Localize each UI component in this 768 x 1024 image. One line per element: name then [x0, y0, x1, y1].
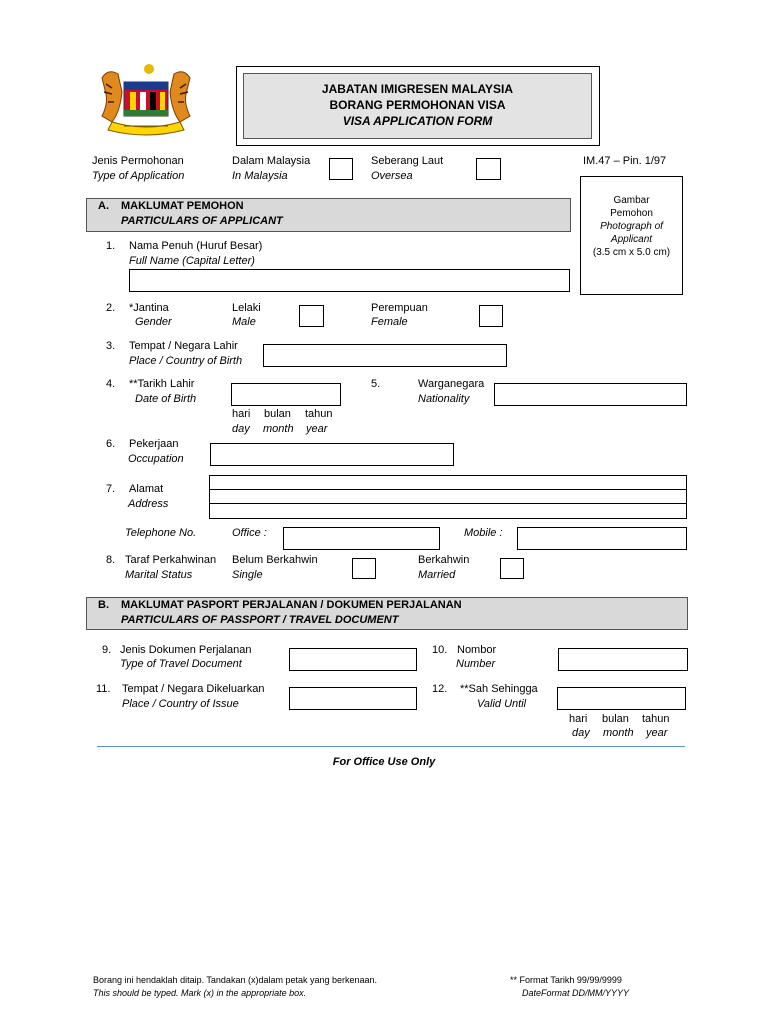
occupation-label: Pekerjaan: [129, 438, 179, 450]
married-label: Berkahwin: [418, 554, 470, 566]
single-label-en: Single: [232, 569, 263, 581]
telephone-label: Telephone No.: [125, 527, 197, 539]
dob-hint-year-en: year: [306, 423, 328, 435]
dob-hint-day-en: day: [232, 423, 250, 435]
section-b-letter: B.: [98, 599, 109, 611]
in-malaysia-label: Dalam Malaysia: [232, 155, 311, 167]
issue-place-input[interactable]: [289, 687, 417, 710]
female-label-en: Female: [371, 316, 408, 328]
q3-number: 3.: [106, 340, 116, 352]
section-b-title: MAKLUMAT PASPORT PERJALANAN / DOKUMEN PERJALANAN: [121, 599, 462, 611]
valid-until-label: **Sah Sehingga: [460, 683, 538, 695]
nationality-label-en: Nationality: [418, 393, 470, 405]
full-name-label-en: Full Name (Capital Letter): [129, 255, 255, 267]
q8-number: 8.: [106, 554, 116, 566]
valid-until-label-en: Valid Until: [477, 698, 527, 710]
doc-number-label: Nombor: [457, 644, 497, 656]
travel-doc-type-label-en: Type of Travel Document: [120, 658, 242, 670]
male-checkbox[interactable]: [299, 305, 324, 327]
form-code: IM.47 – Pin. 1/97: [583, 155, 667, 167]
q12-number: 12.: [432, 683, 448, 695]
address-label: Alamat: [129, 483, 164, 495]
male-label-en: Male: [232, 316, 256, 328]
dob-hint-day: hari: [232, 408, 251, 420]
q6-number: 6.: [106, 438, 116, 450]
valid-hint-year-en: year: [646, 727, 668, 739]
full-name-label: Nama Penuh (Huruf Besar): [129, 240, 263, 252]
birthplace-label-en: Place / Country of Birth: [129, 355, 243, 367]
nationality-label: Warganegara: [418, 378, 485, 390]
footer-note: Borang ini hendaklah ditaip. Tandakan (x)dalam petak yang berkenaan.: [93, 975, 378, 985]
issue-place-label-en: Place / Country of Issue: [122, 698, 239, 710]
photo-label-4: Applicant: [610, 234, 653, 245]
travel-doc-type-label: Jenis Dokumen Perjalanan: [120, 644, 252, 656]
section-b-title-en: PARTICULARS OF PASSPORT / TRAVEL DOCUMENT: [121, 614, 399, 626]
mobile-phone-input[interactable]: [517, 527, 687, 550]
mobile-phone-label: Mobile :: [464, 527, 503, 539]
address-label-en: Address: [128, 498, 169, 510]
issue-place-label: Tempat / Negara Dikeluarkan: [122, 683, 265, 695]
address-line-3[interactable]: [209, 503, 687, 519]
coat-of-arms-logo: [94, 60, 198, 138]
section-a-letter: A.: [98, 200, 109, 212]
application-type-label: Jenis Permohonan: [92, 155, 184, 167]
q9-number: 9.: [102, 644, 112, 656]
single-label: Belum Berkahwin: [232, 554, 318, 566]
section-a-title: MAKLUMAT PEMOHON: [121, 200, 244, 212]
address-line-1[interactable]: [209, 475, 687, 490]
married-label-en: Married: [418, 569, 456, 581]
q7-number: 7.: [106, 483, 116, 495]
office-phone-input[interactable]: [283, 527, 440, 550]
photo-label-3: Photograph of: [600, 221, 663, 232]
doc-number-label-en: Number: [456, 658, 496, 670]
travel-doc-type-input[interactable]: [289, 648, 417, 671]
valid-hint-day: hari: [569, 713, 588, 725]
occupation-label-en: Occupation: [128, 453, 184, 465]
application-type-label-en: Type of Application: [92, 170, 185, 182]
q2-number: 2.: [106, 302, 116, 314]
marital-label: Taraf Perkahwinan: [125, 554, 217, 566]
valid-hint-month-en: month: [603, 727, 634, 739]
female-label: Perempuan: [371, 302, 428, 314]
oversea-label-en: Oversea: [371, 170, 413, 182]
photo-box[interactable]: [580, 176, 683, 295]
valid-hint-day-en: day: [572, 727, 590, 739]
single-checkbox[interactable]: [352, 558, 376, 579]
address-line-2[interactable]: [209, 489, 687, 504]
dob-label: **Tarikh Lahir: [129, 378, 195, 390]
date-format-note-en: DateFormat DD/MM/YYYY: [522, 988, 630, 998]
female-checkbox[interactable]: [479, 305, 503, 327]
birthplace-input[interactable]: [263, 344, 507, 367]
valid-hint-year: tahun: [642, 713, 670, 725]
title-panel: [243, 73, 592, 139]
oversea-checkbox[interactable]: [476, 158, 501, 180]
q4-number: 4.: [106, 378, 116, 390]
dob-hint-month: bulan: [264, 408, 291, 420]
marital-label-en: Marital Status: [125, 569, 193, 581]
gender-label: *Jantina: [129, 302, 169, 314]
photo-label-2: Pemohon: [610, 208, 653, 219]
oversea-label: Seberang Laut: [371, 155, 444, 167]
nationality-input[interactable]: [494, 383, 687, 406]
valid-hint-month: bulan: [602, 713, 629, 725]
dob-label-en: Date of Birth: [135, 393, 197, 405]
photo-size: (3.5 cm x 5.0 cm): [592, 247, 671, 258]
valid-until-input[interactable]: [557, 687, 686, 710]
q11-number: 11.: [96, 683, 111, 695]
office-phone-label: Office :: [232, 527, 267, 539]
date-format-note: ** Format Tarikh 99/99/9999: [510, 975, 622, 985]
q10-number: 10.: [432, 644, 448, 656]
doc-number-input[interactable]: [558, 648, 688, 671]
office-use-label: For Office Use Only: [332, 756, 436, 768]
gender-label-en: Gender: [135, 316, 172, 328]
birthplace-label: Tempat / Negara Lahir: [129, 340, 238, 352]
office-divider: [97, 746, 685, 747]
photo-label-1: Gambar: [613, 195, 650, 206]
section-a-title-en: PARTICULARS OF APPLICANT: [121, 215, 283, 227]
form-name-en: VISA APPLICATION FORM: [342, 114, 493, 128]
married-checkbox[interactable]: [500, 558, 524, 579]
in-malaysia-checkbox[interactable]: [329, 158, 353, 180]
dob-input[interactable]: [231, 383, 341, 406]
full-name-input[interactable]: [129, 269, 570, 292]
male-label: Lelaki: [232, 302, 261, 314]
q1-number: 1.: [106, 240, 116, 252]
q5-number: 5.: [371, 378, 381, 390]
dob-hint-year: tahun: [305, 408, 333, 420]
form-name-ms: BORANG PERMOHONAN VISA: [329, 98, 506, 112]
dob-hint-month-en: month: [263, 423, 294, 435]
in-malaysia-label-en: In Malaysia: [232, 170, 288, 182]
agency-name: JABATAN IMIGRESEN MALAYSIA: [321, 82, 514, 96]
footer-note-en: This should be typed. Mark (x) in the appropriate box.: [93, 988, 307, 998]
occupation-input[interactable]: [210, 443, 454, 466]
